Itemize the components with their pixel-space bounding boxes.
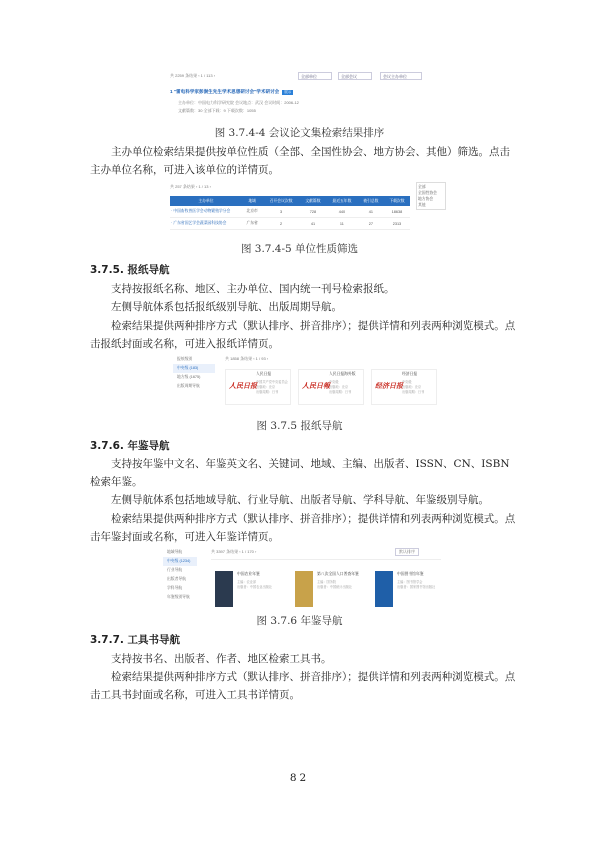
newspaper-logo[interactable]: 人民日報	[302, 381, 330, 390]
result-count: 共 2259 条结果 ‹ 1 / 113 ›	[170, 73, 216, 78]
table-row[interactable]	[170, 206, 410, 218]
newspaper-title[interactable]: 人民日报海外版	[329, 372, 356, 376]
dropdown-option[interactable]: 全国性协会	[418, 191, 437, 195]
dropdown-option[interactable]: 其他	[418, 203, 426, 207]
yearbook-meta: 主编：农业部 出版者：中国农业出版社	[237, 580, 273, 589]
figure-caption: 图 3.7.5 报纸导航	[256, 420, 343, 432]
table-cell: 北京市	[242, 206, 262, 218]
figure-caption: 图 3.7.6 年鉴导航	[256, 615, 343, 627]
column-header[interactable]: 地域	[242, 196, 262, 206]
sidebar-item[interactable]: 地域导航	[167, 550, 183, 554]
figure-caption: 图 3.7.4-4 会议论文集检索结果排序	[214, 127, 385, 139]
newspaper-card[interactable]	[371, 369, 437, 405]
yearbook-sidebar	[163, 548, 197, 602]
table-cell: 41	[358, 206, 384, 218]
newspaper-sidebar	[173, 355, 215, 391]
table-cell: 2	[262, 218, 300, 230]
result-count: 共 1858 条结果 ‹ 1 / 93 ›	[225, 356, 269, 361]
table-cell: 440	[326, 206, 358, 218]
result-meta: 主办单位：中国电力科学研究院 会议地点：武汉 会议时间：2006-12	[178, 100, 299, 105]
paragraph: 主办单位检索结果提供按单位性质（全部、全国性协会、地方协会、其他）筛选。点击主办单位名称，可进入该单位的详情页。	[90, 146, 510, 176]
paragraph: 左侧导航体系包括地域导航、行业导航、出版者导航、学科导航、年鉴级别导航。	[111, 494, 489, 506]
column-header[interactable]: 下载次数	[384, 196, 410, 206]
table-cell: 3	[262, 206, 300, 218]
sidebar-item-selected[interactable]: 中央级 (1234)	[163, 557, 197, 566]
newspaper-card[interactable]	[225, 369, 291, 405]
newspaper-nav-screenshot	[173, 355, 443, 403]
paragraph: 支持按书名、出版者、作者、地区检索工具书。	[111, 653, 332, 665]
organizer-results-screenshot	[170, 182, 440, 236]
column-header[interactable]: 主办单位	[170, 196, 242, 206]
table-cell: 2313	[384, 218, 410, 230]
newspaper-title[interactable]: 人民日报	[256, 372, 272, 376]
sidebar-item[interactable]: 年鉴级别导航	[167, 595, 190, 599]
section-heading: 3.7.5. 报纸导航	[90, 264, 170, 276]
result-count: 共 257 条结果 ‹ 1 / 13 ›	[170, 184, 211, 189]
yearbook-nav-screenshot	[163, 548, 443, 610]
yearbook-cover[interactable]	[215, 571, 233, 607]
sidebar-item-central[interactable]: 中央级 (183)	[173, 364, 215, 373]
dropdown-option[interactable]: 全部	[418, 185, 426, 189]
paragraph: 支持按年鉴中文名、年鉴英文名、关键词、地域、主编、出版者、ISSN、CN、ISBN 检索年鉴。	[90, 458, 510, 488]
section-heading: 3.7.7. 工具书导航	[90, 634, 181, 646]
table-row[interactable]	[170, 218, 410, 230]
unit-select[interactable]: 全部单位	[298, 72, 332, 80]
table-cell: 27	[358, 218, 384, 230]
organizer-name-link[interactable]: · 中国畜牧兽医学会动物繁殖学分会	[170, 206, 242, 218]
column-header[interactable]: 召开会议次数	[262, 196, 300, 206]
yearbook-cover[interactable]	[295, 571, 313, 607]
paragraph: 检索结果提供两种排序方式（默认排序、拼音排序）；提供详情和列表两种浏览模式。点击年鉴封面或名称，可进入年鉴详情页。	[90, 513, 516, 543]
newspaper-logo[interactable]: 人民日报	[229, 381, 257, 390]
conference-results-screenshot	[170, 72, 430, 122]
paragraph: 检索结果提供两种排序方式（默认排序、拼音排序）；提供详情和列表两种浏览模式。点击报纸封面或名称，可进入报纸详情页。	[90, 320, 516, 350]
result-badge[interactable]: 展示	[284, 90, 292, 94]
yearbook-title[interactable]: 中国图书馆年鉴	[397, 572, 424, 576]
organizer-table	[170, 196, 410, 230]
dropdown-option[interactable]: 地方协会	[418, 197, 434, 201]
column-header[interactable]: 被引总数	[358, 196, 384, 206]
table-cell: 11	[326, 218, 358, 230]
paragraph: 检索结果提供两种排序方式（默认排序、拼音排序）；提供详情和列表两种浏览模式。点击工具书封面或名称，可进入工具书详情页。	[90, 671, 516, 701]
organizer-name-link[interactable]: · 广东省国艺学会蔬菜园科技协会	[170, 218, 242, 230]
table-cell: 728	[300, 206, 326, 218]
newspaper-card[interactable]	[298, 369, 364, 405]
yearbook-title[interactable]: 第八次全国人口普查年鉴	[317, 572, 359, 576]
yearbook-title[interactable]: 中国农业年鉴	[237, 572, 260, 576]
newspaper-meta: 中国共产党中央委员会 出版地：北京 出版周期：日刊	[256, 380, 288, 394]
column-header[interactable]: 文献篇数	[300, 196, 326, 206]
column-header[interactable]: 最近五年数	[326, 196, 358, 206]
sidebar-item[interactable]: 学科导航	[167, 586, 183, 590]
unit-type-dropdown[interactable]	[416, 182, 446, 210]
sidebar-item[interactable]: 出版者导航	[167, 577, 186, 581]
newspaper-title[interactable]: 经济日报	[402, 372, 418, 376]
sort-select[interactable]: 会议主办单位	[380, 72, 422, 80]
newspaper-meta: 中央级 出版地：北京 出版周期：日刊	[329, 380, 352, 394]
figure-caption: 图 3.7.4-5 单位性质筛选	[240, 243, 359, 255]
table-cell: 18638	[384, 206, 410, 218]
result-stats: 文献篇数：30 全部下载：9 下载次数：1055	[178, 108, 256, 113]
sort-dropdown[interactable]: 默认排序	[395, 548, 419, 556]
table-cell: 广东省	[242, 218, 262, 230]
paragraph: 支持按报纸名称、地区、主办单位、国内统一刊号检索报纸。	[111, 283, 395, 295]
sidebar-item[interactable]: 行业导航	[167, 568, 183, 572]
newspaper-meta: 中央级 出版地：北京 出版周期：日刊	[402, 380, 425, 394]
yearbook-cover[interactable]	[375, 571, 393, 607]
section-heading: 3.7.6. 年鉴导航	[90, 440, 170, 452]
sidebar-item-local[interactable]: 地方级 (1675)	[177, 375, 201, 379]
paragraph: 左侧导航体系包括报纸级别导航、出版周期导航。	[111, 301, 342, 313]
newspaper-logo[interactable]: 经济日报	[375, 381, 403, 390]
page-number: 82	[289, 772, 310, 784]
yearbook-meta: 主编：图书馆学会 出版者：国家图书馆出版社	[397, 580, 436, 589]
sidebar-item[interactable]: 报纸级别	[177, 357, 193, 361]
yearbook-meta: 主编：国务院 出版者：中国统计出版社	[317, 580, 353, 589]
result-title[interactable]: 1 "雷电科学家彭澍生先生学术思想研讨会"学术研讨会 展示	[170, 89, 292, 94]
conference-select[interactable]: 全部会议	[338, 72, 372, 80]
table-cell: 41	[300, 218, 326, 230]
sidebar-item-cycle[interactable]: 出版周期导航	[177, 384, 200, 388]
result-count: 共 3397 条结果 ‹ 1 / 170 ›	[211, 549, 257, 554]
